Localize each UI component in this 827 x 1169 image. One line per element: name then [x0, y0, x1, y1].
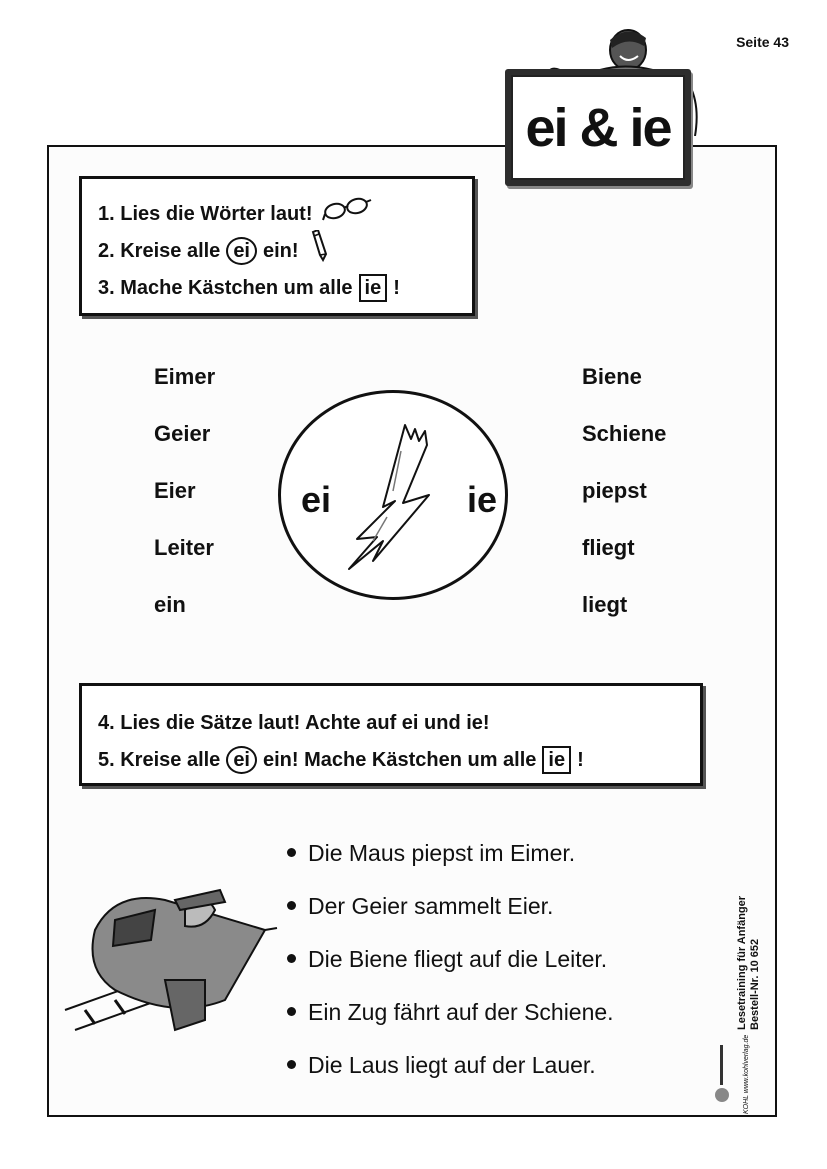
instruction-box-bottom [79, 683, 703, 786]
circle-label-ie: ie [467, 479, 498, 520]
sentence-list [287, 826, 614, 1091]
sentence-item: Der Geier sammelt Eier. [287, 879, 614, 932]
pencil-icon [309, 230, 329, 271]
glasses-icon [322, 196, 372, 231]
word-item: Eimer [154, 364, 216, 389]
word-item: Eier [154, 478, 196, 503]
publisher-website: KOHL www.kohlverlag.de [743, 1034, 750, 1114]
word-item: Biene [582, 364, 642, 389]
instruction-box-top [79, 176, 475, 316]
word-item: ein [154, 592, 186, 617]
word-item: Leiter [154, 535, 214, 560]
sentence-item: Ein Zug fährt auf der Schiene. [287, 985, 614, 1038]
ei-ie-circle [278, 390, 508, 600]
title-sign [505, 69, 691, 186]
publisher-logo [714, 1035, 730, 1105]
word-item: piepst [582, 478, 647, 503]
sentence-item: Die Biene fliegt auf die Leiter. [287, 932, 614, 985]
instruction-1 [98, 195, 472, 232]
boxed-ie: ie [359, 274, 388, 302]
word-list-ie [582, 362, 666, 647]
order-number: Bestell-Nr. 10 652 [749, 938, 761, 1030]
instruction-2: 2. Kreise alle ei ein! [98, 232, 472, 269]
word-item: fliegt [582, 535, 635, 560]
word-item: Schiene [582, 421, 667, 446]
instruction-4: 4. Lies die Sätze laut! Achte auf ei und ie! [98, 711, 490, 734]
instruction-1-text: 1. Lies die Wörter laut! [98, 202, 313, 225]
sentence-item: Die Maus piepst im Eimer. [287, 826, 614, 879]
page-number: Seite 43 [736, 34, 789, 50]
instruction-3: 3. Mache Kästchen um alle ie ! [98, 269, 472, 306]
word-item: liegt [582, 592, 628, 617]
lightning-bolt-icon [343, 421, 443, 571]
word-item: Geier [154, 421, 211, 446]
series-title: Lesetraining für Anfänger [736, 895, 748, 1030]
publisher-info [736, 896, 762, 1030]
page-title: ei & ie [525, 97, 671, 158]
word-list-ei [154, 362, 215, 647]
circle-label-ei: ei [301, 479, 332, 520]
sentence-item: Die Laus liegt auf der Lauer. [287, 1038, 614, 1091]
instruction-5: 5. Kreise alle ei ein! Mache Kästchen um alle ie ! [98, 741, 700, 778]
circled-ei: ei [226, 237, 257, 265]
train-illustration [55, 870, 285, 1050]
circled-ei: ei [226, 746, 257, 774]
boxed-ie: ie [542, 746, 571, 774]
